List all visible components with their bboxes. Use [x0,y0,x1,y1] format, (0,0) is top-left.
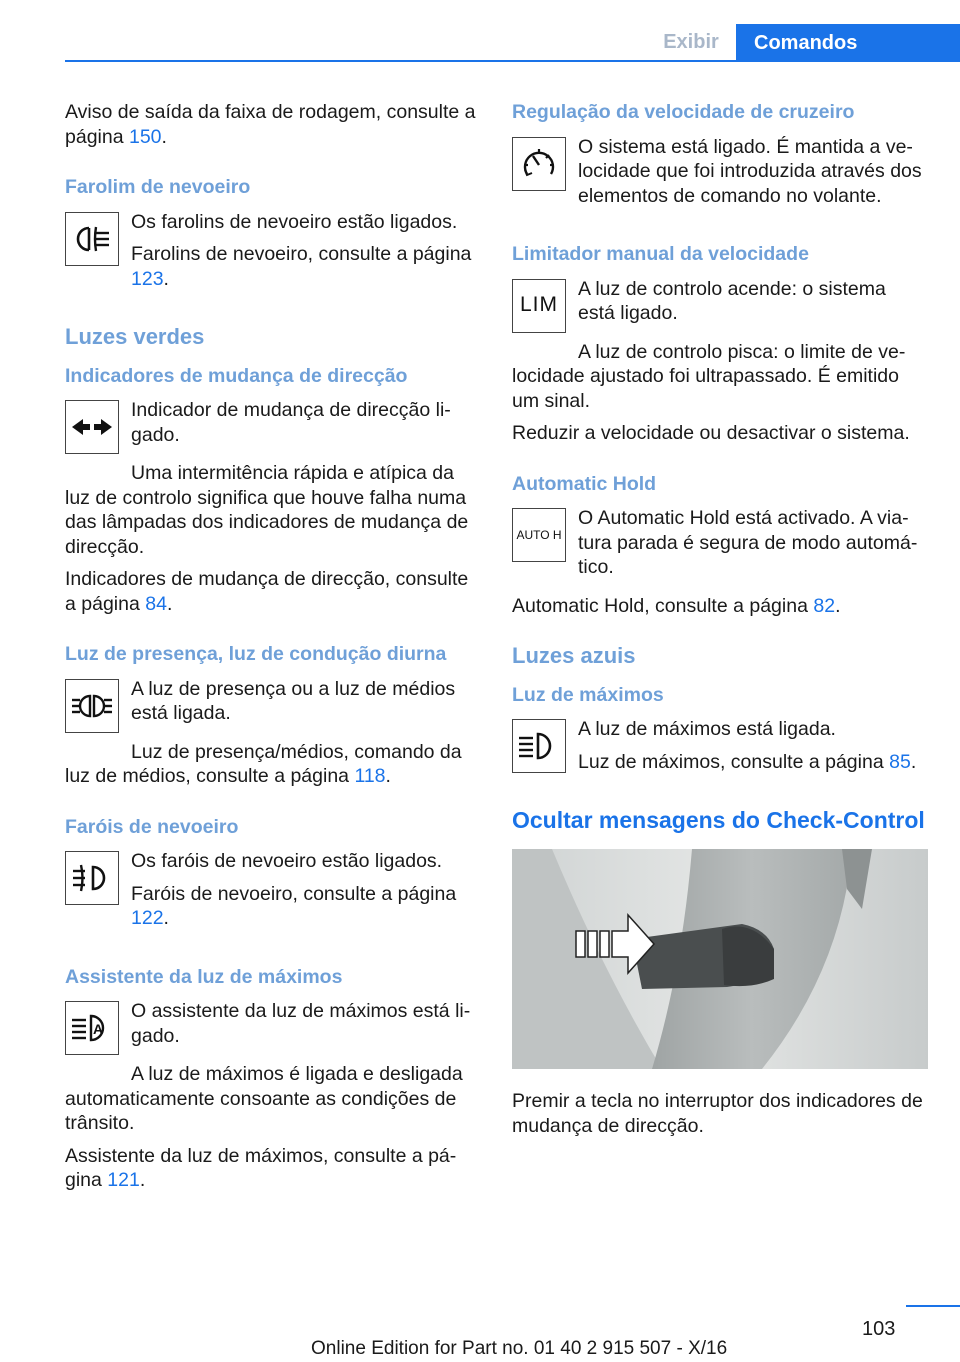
check-control-section [512,808,928,1138]
svg-text:A: A [93,1021,104,1037]
page-link-122[interactable]: 122 [131,907,164,929]
turn-indicator-line1: Indicador de mudança de direcção ligado. [131,399,451,446]
turn-indicator-stalk-photo [512,849,928,1069]
high-beam-assist-line1: O assistente da luz de máximos está ligado. [131,1000,471,1047]
high-beam-line1: A luz de máximos está ligada. [578,718,836,740]
green-lights-heading: Luzes verdes [65,324,205,349]
high-beam-assist-section [65,965,477,1193]
rear-fog-line2: Farolins de nevoeiro, consulte a página 123. [131,243,472,290]
cruise-line1: O sistema está ligado. É mantida a velocidade que foi introduzida através dos elementos de comando no volante. [578,135,922,207]
high-beam-line2: Luz de máximos, consulte a página 85. [578,750,917,773]
turn-indicator-title: Indicadores de mudança de direcção [65,364,408,387]
page-header [0,0,960,62]
high-beam-assist-title: Assistente da luz de máximos [65,965,343,988]
parking-light-line1: A luz de presença ou a luz de médios está ligada. [131,677,456,724]
turn-indicator-section [65,364,477,617]
high-beam-assist-icon [65,1001,119,1055]
autohold-section [512,472,928,619]
turn-indicator-line2: Uma intermitência rápida e atípica da luz de controlo significa que houve falha numa das lâmpadas dos indicadores de mudança de direcção. [65,462,469,558]
limiter-title: Limitador manual da velocidade [512,243,809,265]
turn-indicator-icon [65,400,119,454]
autohold-line1: O Automatic Hold está activado. A viatura parada é segura de modo automático. [578,507,918,578]
limiter-line3: Reduzir a velocidade ou desactivar o sistema. [512,422,910,444]
footer-rule [906,1305,960,1307]
front-fog-line2: Faróis de nevoeiro, consulte a página 122. [131,882,457,929]
page-link-123[interactable]: 123 [131,267,164,290]
limiter-section [512,242,928,446]
cruise-title: Regulação da velocidade de cruzeiro [512,101,855,123]
autohold-line2: Automatic Hold, consulte a página 82. [512,594,841,617]
high-beam-section [512,683,928,783]
tab-exibir[interactable]: Exibir [663,31,719,53]
cruise-control-icon [512,137,566,191]
page-number: 103 [862,1318,896,1340]
lim-icon [512,279,566,333]
rear-fog-light-icon [65,212,119,266]
page-link-150[interactable]: 150 [128,125,162,148]
parking-light-title: Luz de presença, luz de condução diurna [65,643,447,665]
front-fog-line1: Os faróis de nevoeiro estão ligados. [131,850,443,872]
limiter-line1: A luz de controlo acende: o sistema está ligado. [578,277,886,324]
high-beam-assist-line2: A luz de máximos é ligada e desligada automaticamente consoante as condições de trânsito. [65,1063,463,1134]
page-link-121[interactable]: 121 [107,1169,140,1191]
header-rule [65,60,960,62]
lim-icon-label: LIM [519,293,558,317]
left-column [65,100,477,1219]
limiter-line2: A luz de controlo pisca: o limite de velocidade ajustado foi ultrapassado. É emitido um sinal. [512,340,906,412]
page-link-84[interactable]: 84 [145,592,167,615]
front-fog-title: Faróis de nevoeiro [65,815,239,838]
high-beam-assist-line3: Assistente da luz de máximos, consulte a página 121. [65,1144,457,1191]
front-fog-light-icon [65,851,119,905]
page-link-85[interactable]: 85 [889,750,911,773]
rear-fog-section [65,175,477,299]
auto-hold-icon-label: AUTO H [516,527,562,542]
parking-light-section [65,642,477,789]
check-control-caption: Premir a tecla no interruptor dos indicadores de mudança de direcção. [512,1090,923,1137]
auto-hold-icon [512,508,566,562]
intro-text: Aviso de saída da faixa de rodagem, consulte a página 150. [65,101,476,148]
tab-comandos[interactable]: Comandos [736,24,960,62]
intro-section [65,100,477,149]
page-link-118[interactable]: 118 [354,765,386,787]
front-fog-section [65,815,477,939]
turn-indicator-line3: Indicadores de mudança de direcção, consulte a página 84. [65,568,469,615]
check-control-title: Ocultar mensagens do Check-Control [512,807,925,833]
rear-fog-line1: Os farolins de nevoeiro estão ligados. [131,210,458,233]
high-beam-icon [512,719,566,773]
rear-fog-title: Farolim de nevoeiro [65,176,251,198]
parking-light-icon [65,679,119,733]
right-column [512,100,928,1146]
blue-lights-heading: Luzes azuis [512,643,636,668]
autohold-title: Automatic Hold [512,472,657,495]
page-link-82[interactable]: 82 [813,594,836,617]
parking-light-line2: Luz de presença/médios, comando da luz de médios, consulte a página 118. [65,740,462,787]
cruise-section [512,100,928,216]
high-beam-title: Luz de máximos [512,683,664,706]
edition-footer: Online Edition for Part no. 01 40 2 915 507 - X/16 [311,1338,728,1359]
